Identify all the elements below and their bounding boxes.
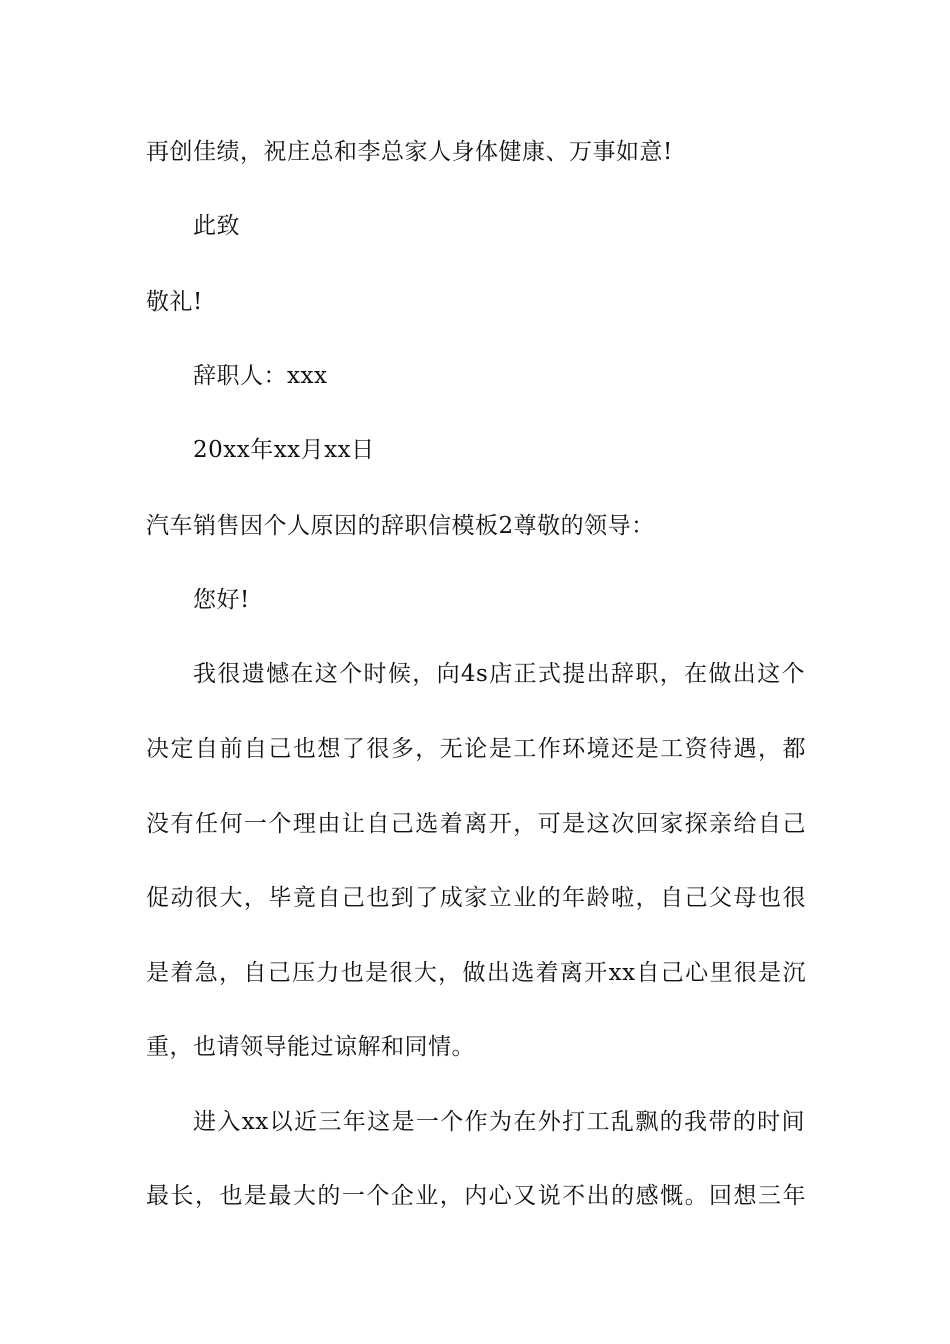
body-paragraph-line: 重，也请领导能过谅解和同情。 [146, 1034, 475, 1060]
template-heading-line: 汽车销售因个人原因的辞职信模板2尊敬的领导： [146, 513, 655, 539]
salutation-jingli: 敬礼! [146, 289, 203, 315]
body-paragraph-line: 没有任何一个理由让自己选着离开，可是这次回家探亲给自己 [146, 811, 806, 837]
body-paragraph-line: 最长，也是最大的一个企业，内心又说不出的感慨。回想三年 [146, 1183, 806, 1209]
body-paragraph-line: 进入xx以近三年这是一个作为在外打工乱飘的我带的时间 [193, 1109, 805, 1135]
signature-line: 辞职人：xxx [193, 363, 328, 389]
closing-wishes-line: 再创佳绩，祝庄总和李总家人身体健康、万事如意! [146, 139, 673, 165]
body-paragraph-line: 决定自前自己也想了很多，无论是工作环境还是工资待遇，都 [146, 736, 806, 762]
greeting-line: 您好! [193, 587, 250, 613]
body-paragraph-line: 促动很大，毕竟自己也到了成家立业的年龄啦，自己父母也很 [146, 885, 806, 911]
date-line: 20xx年xx月xx日 [193, 437, 375, 463]
salutation-cizhi: 此致 [193, 213, 240, 239]
body-paragraph-line: 是着急，自己压力也是很大，做出选着离开xx自己心里很是沉 [146, 960, 806, 986]
body-paragraph-line: 我很遗憾在这个时候，向4s店正式提出辞职，在做出这个 [193, 661, 805, 687]
